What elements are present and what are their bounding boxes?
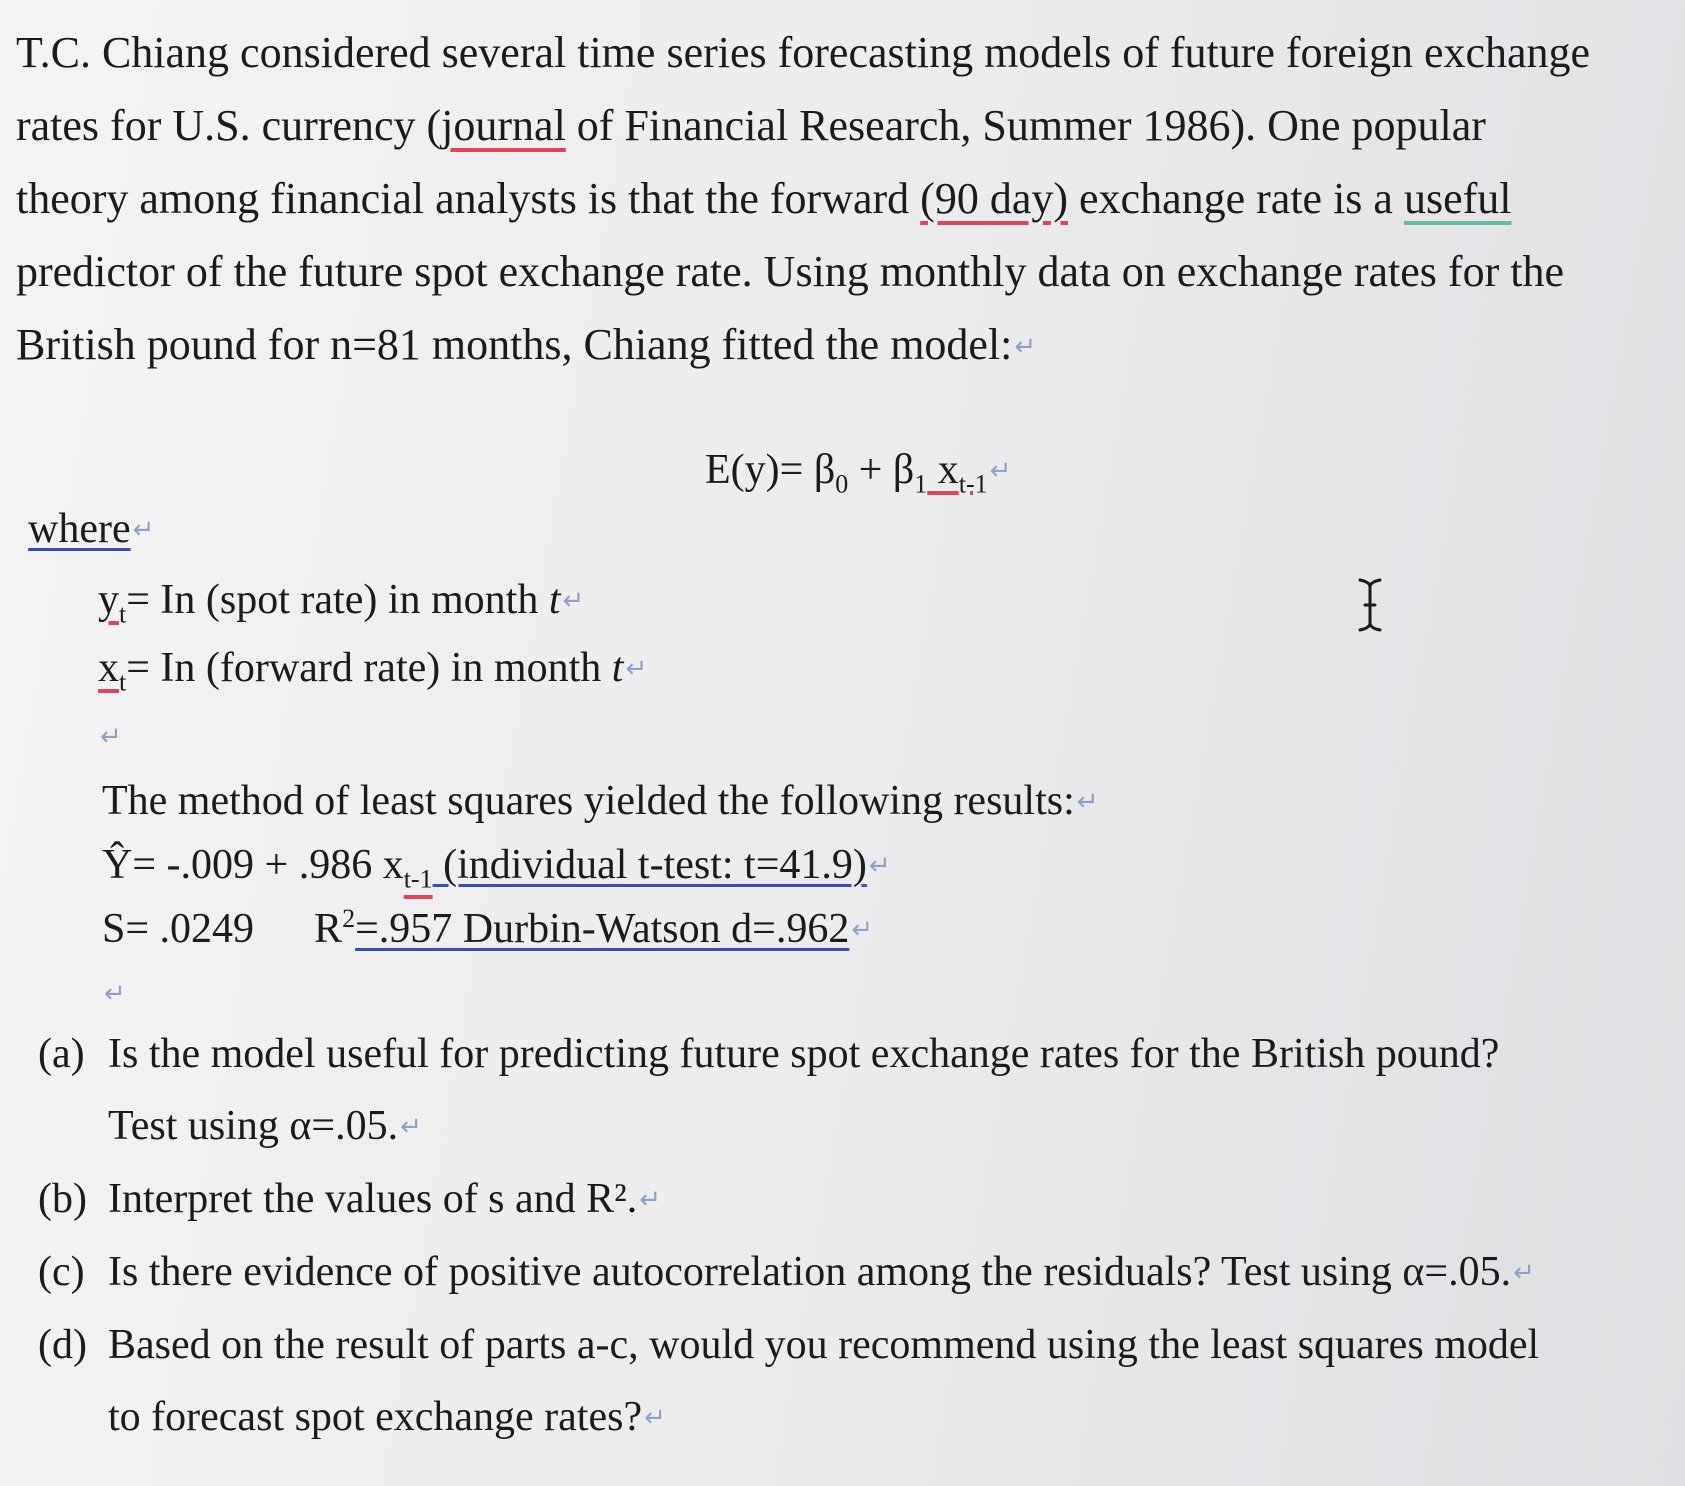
- return-mark-icon: ↵: [1076, 787, 1099, 817]
- return-mark-icon: ↵: [100, 722, 122, 752]
- return-mark-icon: ↵: [644, 1403, 666, 1433]
- fit-statistics: S= .0249 $R^2=.957$ Durbin-Watson d=.962↵: [102, 904, 874, 952]
- grammar-underline: useful: [1403, 174, 1512, 223]
- question-a-continued: Test using α=.05.↵: [108, 1103, 422, 1149]
- question-d: (d) Based on the result of parts a-c, would you recommend using the least squares model: [38, 1322, 1540, 1368]
- question-d-continued: to forecast spot exchange rates?↵: [108, 1394, 666, 1440]
- spell-underline: (90 day): [920, 174, 1069, 223]
- question-list: [38, 1018, 1539, 1454]
- intro-line: predictor of the future spot exchange rate. Using monthly data on exchange rates for the: [16, 247, 1564, 296]
- return-mark-icon: ↵: [868, 851, 891, 881]
- intro-line: rates for U.S. currency (journal of Financial Research, Summer 1986). One popular: [16, 101, 1486, 150]
- return-mark-icon: ↵: [989, 456, 1012, 486]
- return-mark-icon: ↵: [1513, 1258, 1535, 1288]
- spell-underline: journal: [441, 101, 566, 150]
- intro-line: T.C. Chiang considered several time series forecasting models of future foreign exchange: [16, 28, 1591, 77]
- question-c: (c) Is there evidence of positive autocorrelation among the residuals? Test using α=.05.↵: [38, 1249, 1535, 1295]
- intro-line: British pound for n=81 months, Chiang fitted the model:↵: [16, 320, 1037, 369]
- definition-x: $x_t= In$ (forward rate) in month t↵: [98, 645, 648, 697]
- return-mark-icon: ↵: [132, 515, 155, 545]
- question-b: (b) Interpret the values of s and R².↵: [38, 1176, 662, 1222]
- question-a: (a) Is the model useful for predicting future spot exchange rates for the British pound?: [38, 1031, 1500, 1077]
- return-mark-icon: ↵: [104, 979, 126, 1009]
- definition-y: $y_t= In$ (spot rate) in month t↵: [98, 577, 585, 629]
- regression-results: [102, 770, 1099, 1026]
- fitted-equation: Ŷ= -.009 + .986 $x_{t-1}$ (individual t-test: t=41.9)↵: [102, 842, 891, 894]
- intro-line: theory among financial analysts is that the forward (90 day) exchange rate is a useful: [16, 174, 1512, 223]
- return-mark-icon: ↵: [400, 1112, 422, 1142]
- return-mark-icon: ↵: [851, 915, 874, 945]
- spell-underline: $x_{t-1}$: [927, 447, 988, 499]
- empty-paragraph: [98, 703, 647, 771]
- model-formula: $E(y)= \beta_0 + \beta_1$ $x_{t-1}↵$: [705, 447, 1012, 499]
- empty-paragraph: [102, 962, 1099, 1026]
- intro-paragraph: [16, 16, 1636, 384]
- results-heading: The method of least squares yielded the following results:↵: [102, 778, 1099, 824]
- text-cursor-icon: [1357, 577, 1383, 633]
- where-label: where↵: [28, 506, 155, 552]
- return-mark-icon: ↵: [639, 1185, 662, 1215]
- return-mark-icon: ↵: [562, 586, 585, 616]
- return-mark-icon: ↵: [1014, 332, 1037, 362]
- variable-definitions: [98, 567, 647, 771]
- return-mark-icon: ↵: [625, 654, 648, 684]
